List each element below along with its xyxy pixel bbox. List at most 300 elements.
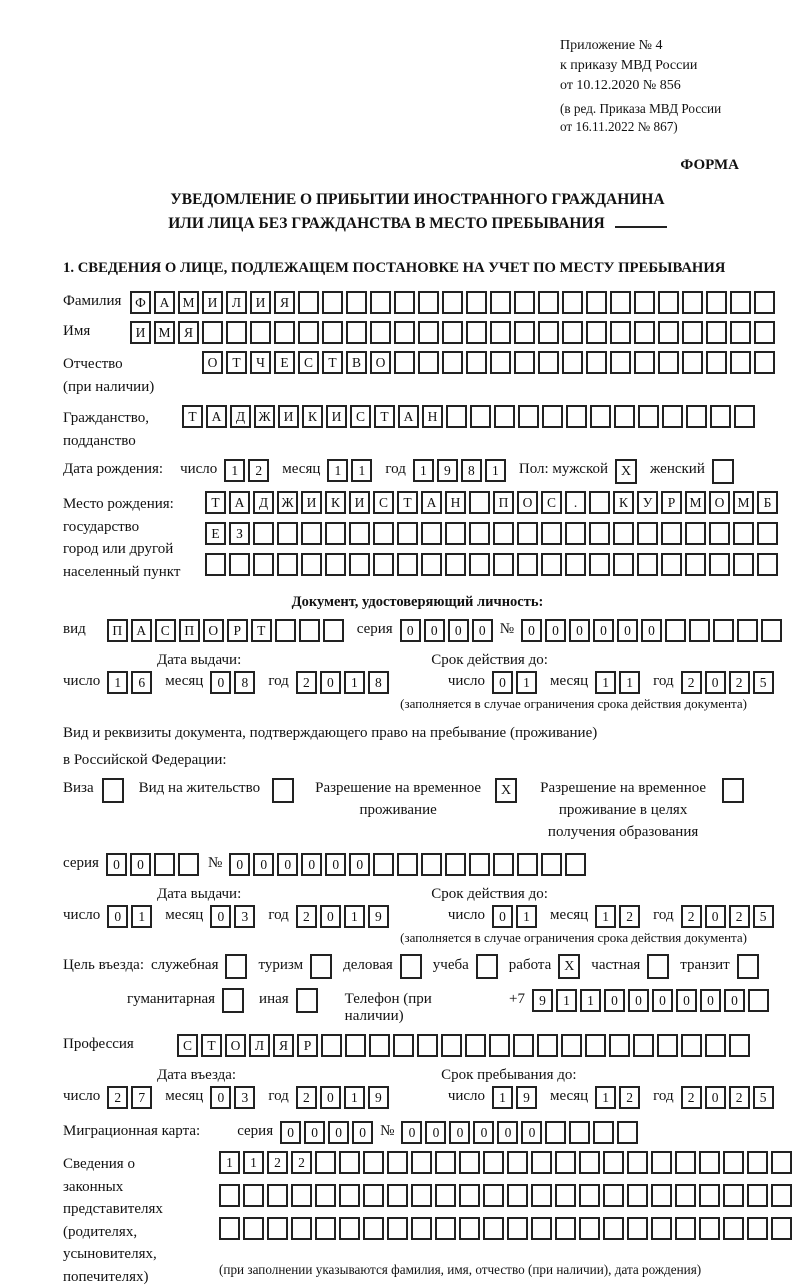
char-cell[interactable] (272, 778, 294, 803)
char-cell[interactable] (494, 405, 515, 428)
char-cell[interactable] (394, 351, 415, 374)
char-cell[interactable]: 8 (368, 671, 389, 694)
char-cell[interactable] (507, 1217, 528, 1240)
char-cell[interactable]: Т (205, 491, 226, 514)
char-cell[interactable] (771, 1217, 792, 1240)
char-cell[interactable] (689, 619, 710, 642)
char-cell[interactable] (634, 351, 655, 374)
char-cell[interactable] (699, 1184, 720, 1207)
char-cell[interactable] (771, 1184, 792, 1207)
char-cell[interactable] (277, 553, 298, 576)
char-cell[interactable]: 0 (705, 905, 726, 928)
char-cell[interactable] (748, 989, 769, 1012)
char-cell[interactable]: И (202, 291, 223, 314)
char-cell[interactable] (393, 1034, 414, 1057)
char-cell[interactable]: 2 (619, 1086, 640, 1109)
char-cell[interactable] (442, 291, 463, 314)
char-cell[interactable] (243, 1184, 264, 1207)
char-cell[interactable] (339, 1184, 360, 1207)
char-cell[interactable]: 0 (352, 1121, 373, 1144)
char-cell[interactable] (709, 553, 730, 576)
char-cell[interactable]: К (325, 491, 346, 514)
char-cell[interactable] (397, 853, 418, 876)
char-cell[interactable]: 0 (676, 989, 697, 1012)
purpose-checkbox-sluzhebnaya[interactable] (225, 954, 250, 979)
char-cell[interactable]: 2 (107, 1086, 128, 1109)
char-cell[interactable]: 0 (448, 619, 469, 642)
char-cell[interactable]: 0 (401, 1121, 422, 1144)
char-cell[interactable] (682, 291, 703, 314)
char-cell[interactable]: 2 (729, 671, 750, 694)
char-cell[interactable] (400, 954, 422, 979)
char-cell[interactable] (339, 1217, 360, 1240)
char-cell[interactable]: 0 (628, 989, 649, 1012)
char-cell[interactable] (459, 1184, 480, 1207)
char-cell[interactable] (531, 1184, 552, 1207)
char-cell[interactable] (542, 405, 563, 428)
char-cell[interactable]: Ж (277, 491, 298, 514)
char-cell[interactable]: 9 (516, 1086, 537, 1109)
char-cell[interactable]: Т (374, 405, 395, 428)
purpose-checkbox-gumanitarnaya[interactable] (222, 988, 247, 1013)
char-cell[interactable] (710, 405, 731, 428)
char-cell[interactable]: 1 (556, 989, 577, 1012)
char-cell[interactable] (562, 291, 583, 314)
char-cell[interactable]: 2 (729, 1086, 750, 1109)
char-cell[interactable] (627, 1217, 648, 1240)
char-cell[interactable] (229, 553, 250, 576)
char-cell[interactable] (569, 1121, 590, 1144)
char-cell[interactable] (589, 522, 610, 545)
char-cell[interactable] (699, 1217, 720, 1240)
char-cell[interactable] (541, 853, 562, 876)
char-cell[interactable] (250, 321, 271, 344)
char-cell[interactable] (253, 522, 274, 545)
char-cell[interactable]: 8 (461, 459, 482, 482)
char-cell[interactable] (579, 1184, 600, 1207)
char-cell[interactable] (483, 1217, 504, 1240)
char-cell[interactable] (226, 321, 247, 344)
char-cell[interactable]: М (733, 491, 754, 514)
char-cell[interactable]: 1 (351, 459, 372, 482)
char-cell[interactable]: А (229, 491, 250, 514)
char-cell[interactable]: 1 (243, 1151, 264, 1174)
purpose-checkbox-rabota[interactable] (558, 954, 583, 979)
char-cell[interactable]: Е (274, 351, 295, 374)
char-cell[interactable] (754, 291, 775, 314)
char-cell[interactable] (102, 778, 124, 803)
char-cell[interactable] (291, 1184, 312, 1207)
char-cell[interactable] (562, 321, 583, 344)
char-cell[interactable]: 1 (492, 1086, 513, 1109)
char-cell[interactable] (565, 553, 586, 576)
char-cell[interactable]: Я (178, 321, 199, 344)
char-cell[interactable] (713, 619, 734, 642)
char-cell[interactable]: 0 (280, 1121, 301, 1144)
char-cell[interactable] (296, 988, 318, 1013)
char-cell[interactable]: Т (226, 351, 247, 374)
char-cell[interactable] (315, 1184, 336, 1207)
char-cell[interactable] (469, 553, 490, 576)
char-cell[interactable]: 0 (304, 1121, 325, 1144)
char-cell[interactable] (301, 522, 322, 545)
char-cell[interactable] (722, 778, 744, 803)
char-cell[interactable] (538, 291, 559, 314)
char-cell[interactable] (483, 1184, 504, 1207)
char-cell[interactable]: О (203, 619, 224, 642)
char-cell[interactable]: 8 (234, 671, 255, 694)
char-cell[interactable] (154, 853, 175, 876)
char-cell[interactable] (705, 1034, 726, 1057)
char-cell[interactable] (685, 553, 706, 576)
temp-permit-checkbox[interactable] (495, 778, 520, 803)
char-cell[interactable] (562, 351, 583, 374)
char-cell[interactable] (723, 1184, 744, 1207)
char-cell[interactable] (321, 1034, 342, 1057)
char-cell[interactable] (476, 954, 498, 979)
char-cell[interactable]: 2 (248, 459, 269, 482)
char-cell[interactable]: X (615, 459, 637, 484)
char-cell[interactable] (446, 405, 467, 428)
char-cell[interactable]: 0 (449, 1121, 470, 1144)
char-cell[interactable]: 2 (681, 671, 702, 694)
char-cell[interactable] (466, 321, 487, 344)
char-cell[interactable] (657, 1034, 678, 1057)
char-cell[interactable] (658, 351, 679, 374)
char-cell[interactable] (537, 1034, 558, 1057)
char-cell[interactable] (747, 1217, 768, 1240)
char-cell[interactable]: 0 (325, 853, 346, 876)
char-cell[interactable] (754, 321, 775, 344)
char-cell[interactable] (418, 291, 439, 314)
char-cell[interactable] (325, 522, 346, 545)
char-cell[interactable] (638, 405, 659, 428)
char-cell[interactable] (733, 553, 754, 576)
char-cell[interactable]: 0 (700, 989, 721, 1012)
char-cell[interactable]: 2 (296, 671, 317, 694)
char-cell[interactable]: Н (422, 405, 443, 428)
char-cell[interactable] (466, 291, 487, 314)
char-cell[interactable] (730, 321, 751, 344)
char-cell[interactable]: 1 (595, 905, 616, 928)
char-cell[interactable] (373, 522, 394, 545)
char-cell[interactable]: Р (227, 619, 248, 642)
char-cell[interactable] (349, 522, 370, 545)
char-cell[interactable] (545, 1121, 566, 1144)
char-cell[interactable] (373, 553, 394, 576)
char-cell[interactable]: 0 (253, 853, 274, 876)
char-cell[interactable] (442, 321, 463, 344)
char-cell[interactable]: 1 (344, 671, 365, 694)
char-cell[interactable] (445, 522, 466, 545)
char-cell[interactable]: О (517, 491, 538, 514)
char-cell[interactable]: З (229, 522, 250, 545)
char-cell[interactable]: Ч (250, 351, 271, 374)
char-cell[interactable] (589, 491, 610, 514)
char-cell[interactable]: Л (226, 291, 247, 314)
char-cell[interactable] (397, 553, 418, 576)
char-cell[interactable] (435, 1217, 456, 1240)
char-cell[interactable]: П (107, 619, 128, 642)
char-cell[interactable]: Т (251, 619, 272, 642)
char-cell[interactable] (514, 321, 535, 344)
char-cell[interactable] (325, 553, 346, 576)
char-cell[interactable]: 3 (234, 1086, 255, 1109)
char-cell[interactable]: 9 (437, 459, 458, 482)
char-cell[interactable]: 1 (485, 459, 506, 482)
char-cell[interactable]: О (709, 491, 730, 514)
char-cell[interactable]: 7 (131, 1086, 152, 1109)
char-cell[interactable]: 0 (473, 1121, 494, 1144)
char-cell[interactable]: О (202, 351, 223, 374)
char-cell[interactable] (310, 954, 332, 979)
char-cell[interactable] (274, 321, 295, 344)
char-cell[interactable]: А (154, 291, 175, 314)
char-cell[interactable]: 9 (368, 1086, 389, 1109)
char-cell[interactable]: У (637, 491, 658, 514)
char-cell[interactable] (634, 291, 655, 314)
char-cell[interactable] (538, 321, 559, 344)
char-cell[interactable] (490, 351, 511, 374)
char-cell[interactable] (561, 1034, 582, 1057)
char-cell[interactable] (541, 553, 562, 576)
char-cell[interactable] (706, 291, 727, 314)
char-cell[interactable]: 0 (492, 905, 513, 928)
char-cell[interactable]: 1 (619, 671, 640, 694)
char-cell[interactable]: Я (274, 291, 295, 314)
sex-female-checkbox[interactable] (712, 459, 737, 484)
char-cell[interactable] (370, 291, 391, 314)
char-cell[interactable] (514, 351, 535, 374)
char-cell[interactable]: 0 (424, 619, 445, 642)
char-cell[interactable] (394, 291, 415, 314)
char-cell[interactable]: А (206, 405, 227, 428)
char-cell[interactable] (267, 1184, 288, 1207)
char-cell[interactable] (661, 553, 682, 576)
char-cell[interactable]: А (398, 405, 419, 428)
char-cell[interactable]: Л (249, 1034, 270, 1057)
purpose-checkbox-turizm[interactable] (310, 954, 335, 979)
char-cell[interactable]: 1 (595, 1086, 616, 1109)
char-cell[interactable] (299, 619, 320, 642)
char-cell[interactable]: 3 (234, 905, 255, 928)
char-cell[interactable]: 9 (532, 989, 553, 1012)
char-cell[interactable]: Е (205, 522, 226, 545)
char-cell[interactable] (675, 1217, 696, 1240)
char-cell[interactable] (219, 1217, 240, 1240)
char-cell[interactable]: Ж (254, 405, 275, 428)
char-cell[interactable]: 1 (413, 459, 434, 482)
char-cell[interactable]: 0 (521, 1121, 542, 1144)
char-cell[interactable] (397, 522, 418, 545)
char-cell[interactable] (323, 619, 344, 642)
char-cell[interactable] (465, 1034, 486, 1057)
char-cell[interactable] (205, 553, 226, 576)
char-cell[interactable] (493, 853, 514, 876)
char-cell[interactable]: 0 (641, 619, 662, 642)
char-cell[interactable] (421, 553, 442, 576)
char-cell[interactable]: Н (445, 491, 466, 514)
char-cell[interactable] (712, 459, 734, 484)
char-cell[interactable] (565, 522, 586, 545)
char-cell[interactable]: М (154, 321, 175, 344)
char-cell[interactable]: 0 (349, 853, 370, 876)
char-cell[interactable] (369, 1034, 390, 1057)
char-cell[interactable]: 2 (681, 1086, 702, 1109)
char-cell[interactable]: Т (322, 351, 343, 374)
char-cell[interactable] (729, 1034, 750, 1057)
char-cell[interactable] (301, 553, 322, 576)
char-cell[interactable] (647, 954, 669, 979)
char-cell[interactable]: 2 (296, 1086, 317, 1109)
char-cell[interactable]: 1 (224, 459, 245, 482)
char-cell[interactable] (734, 405, 755, 428)
char-cell[interactable] (675, 1184, 696, 1207)
char-cell[interactable] (322, 321, 343, 344)
char-cell[interactable]: 0 (277, 853, 298, 876)
char-cell[interactable]: С (155, 619, 176, 642)
char-cell[interactable]: 0 (617, 619, 638, 642)
char-cell[interactable] (593, 1121, 614, 1144)
char-cell[interactable] (541, 522, 562, 545)
char-cell[interactable]: С (541, 491, 562, 514)
char-cell[interactable]: О (225, 1034, 246, 1057)
char-cell[interactable] (531, 1217, 552, 1240)
char-cell[interactable] (421, 522, 442, 545)
char-cell[interactable]: 0 (210, 1086, 231, 1109)
char-cell[interactable]: И (301, 491, 322, 514)
char-cell[interactable]: 0 (604, 989, 625, 1012)
char-cell[interactable] (518, 405, 539, 428)
char-cell[interactable]: М (685, 491, 706, 514)
char-cell[interactable] (373, 853, 394, 876)
char-cell[interactable] (586, 321, 607, 344)
char-cell[interactable]: Р (297, 1034, 318, 1057)
purpose-checkbox-inaya[interactable] (296, 988, 321, 1013)
char-cell[interactable]: 5 (753, 1086, 774, 1109)
char-cell[interactable]: С (373, 491, 394, 514)
char-cell[interactable] (442, 351, 463, 374)
edu-permit-checkbox[interactable] (722, 778, 747, 803)
char-cell[interactable]: . (565, 491, 586, 514)
char-cell[interactable]: С (350, 405, 371, 428)
char-cell[interactable]: Т (201, 1034, 222, 1057)
char-cell[interactable]: Б (757, 491, 778, 514)
char-cell[interactable]: 0 (320, 1086, 341, 1109)
char-cell[interactable] (435, 1184, 456, 1207)
char-cell[interactable]: 1 (580, 989, 601, 1012)
char-cell[interactable]: 0 (210, 905, 231, 928)
char-cell[interactable]: 0 (320, 905, 341, 928)
char-cell[interactable]: 0 (472, 619, 493, 642)
char-cell[interactable] (517, 522, 538, 545)
char-cell[interactable] (633, 1034, 654, 1057)
char-cell[interactable]: А (131, 619, 152, 642)
char-cell[interactable]: 0 (497, 1121, 518, 1144)
char-cell[interactable]: 6 (131, 671, 152, 694)
char-cell[interactable]: 0 (328, 1121, 349, 1144)
char-cell[interactable] (387, 1184, 408, 1207)
char-cell[interactable]: И (278, 405, 299, 428)
char-cell[interactable] (517, 553, 538, 576)
char-cell[interactable]: 1 (131, 905, 152, 928)
char-cell[interactable] (349, 553, 370, 576)
char-cell[interactable] (603, 1184, 624, 1207)
char-cell[interactable]: П (179, 619, 200, 642)
char-cell[interactable]: 2 (619, 905, 640, 928)
char-cell[interactable] (730, 291, 751, 314)
char-cell[interactable] (761, 619, 782, 642)
char-cell[interactable] (346, 291, 367, 314)
char-cell[interactable] (513, 1034, 534, 1057)
char-cell[interactable]: И (130, 321, 151, 344)
char-cell[interactable] (493, 553, 514, 576)
char-cell[interactable] (634, 321, 655, 344)
char-cell[interactable] (243, 1217, 264, 1240)
char-cell[interactable]: 0 (210, 671, 231, 694)
char-cell[interactable] (253, 553, 274, 576)
char-cell[interactable] (555, 1184, 576, 1207)
char-cell[interactable]: К (613, 491, 634, 514)
char-cell[interactable]: 0 (107, 905, 128, 928)
char-cell[interactable] (733, 522, 754, 545)
char-cell[interactable]: 0 (593, 619, 614, 642)
char-cell[interactable]: 0 (492, 671, 513, 694)
char-cell[interactable]: П (493, 491, 514, 514)
char-cell[interactable]: В (346, 351, 367, 374)
char-cell[interactable] (277, 522, 298, 545)
char-cell[interactable] (267, 1217, 288, 1240)
char-cell[interactable]: 1 (595, 671, 616, 694)
char-cell[interactable]: 0 (320, 671, 341, 694)
char-cell[interactable]: 2 (296, 905, 317, 928)
char-cell[interactable] (517, 853, 538, 876)
char-cell[interactable] (586, 291, 607, 314)
char-cell[interactable] (613, 553, 634, 576)
char-cell[interactable] (514, 291, 535, 314)
char-cell[interactable]: К (302, 405, 323, 428)
char-cell[interactable] (459, 1217, 480, 1240)
char-cell[interactable] (610, 291, 631, 314)
char-cell[interactable] (345, 1034, 366, 1057)
char-cell[interactable] (417, 1034, 438, 1057)
purpose-checkbox-delovaya[interactable] (400, 954, 425, 979)
char-cell[interactable] (737, 619, 758, 642)
char-cell[interactable] (706, 321, 727, 344)
char-cell[interactable]: 1 (344, 1086, 365, 1109)
char-cell[interactable] (493, 522, 514, 545)
char-cell[interactable]: Ф (130, 291, 151, 314)
char-cell[interactable] (610, 351, 631, 374)
char-cell[interactable] (490, 291, 511, 314)
char-cell[interactable]: 0 (106, 853, 127, 876)
char-cell[interactable] (651, 1184, 672, 1207)
char-cell[interactable]: 1 (219, 1151, 240, 1174)
char-cell[interactable]: 1 (516, 671, 537, 694)
char-cell[interactable]: 1 (107, 671, 128, 694)
char-cell[interactable] (315, 1217, 336, 1240)
char-cell[interactable]: 1 (344, 905, 365, 928)
char-cell[interactable]: Т (397, 491, 418, 514)
char-cell[interactable] (754, 351, 775, 374)
char-cell[interactable] (538, 351, 559, 374)
sex-male-checkbox[interactable] (615, 459, 640, 484)
char-cell[interactable] (613, 522, 634, 545)
char-cell[interactable]: Д (253, 491, 274, 514)
char-cell[interactable] (394, 321, 415, 344)
char-cell[interactable] (225, 954, 247, 979)
char-cell[interactable] (322, 291, 343, 314)
